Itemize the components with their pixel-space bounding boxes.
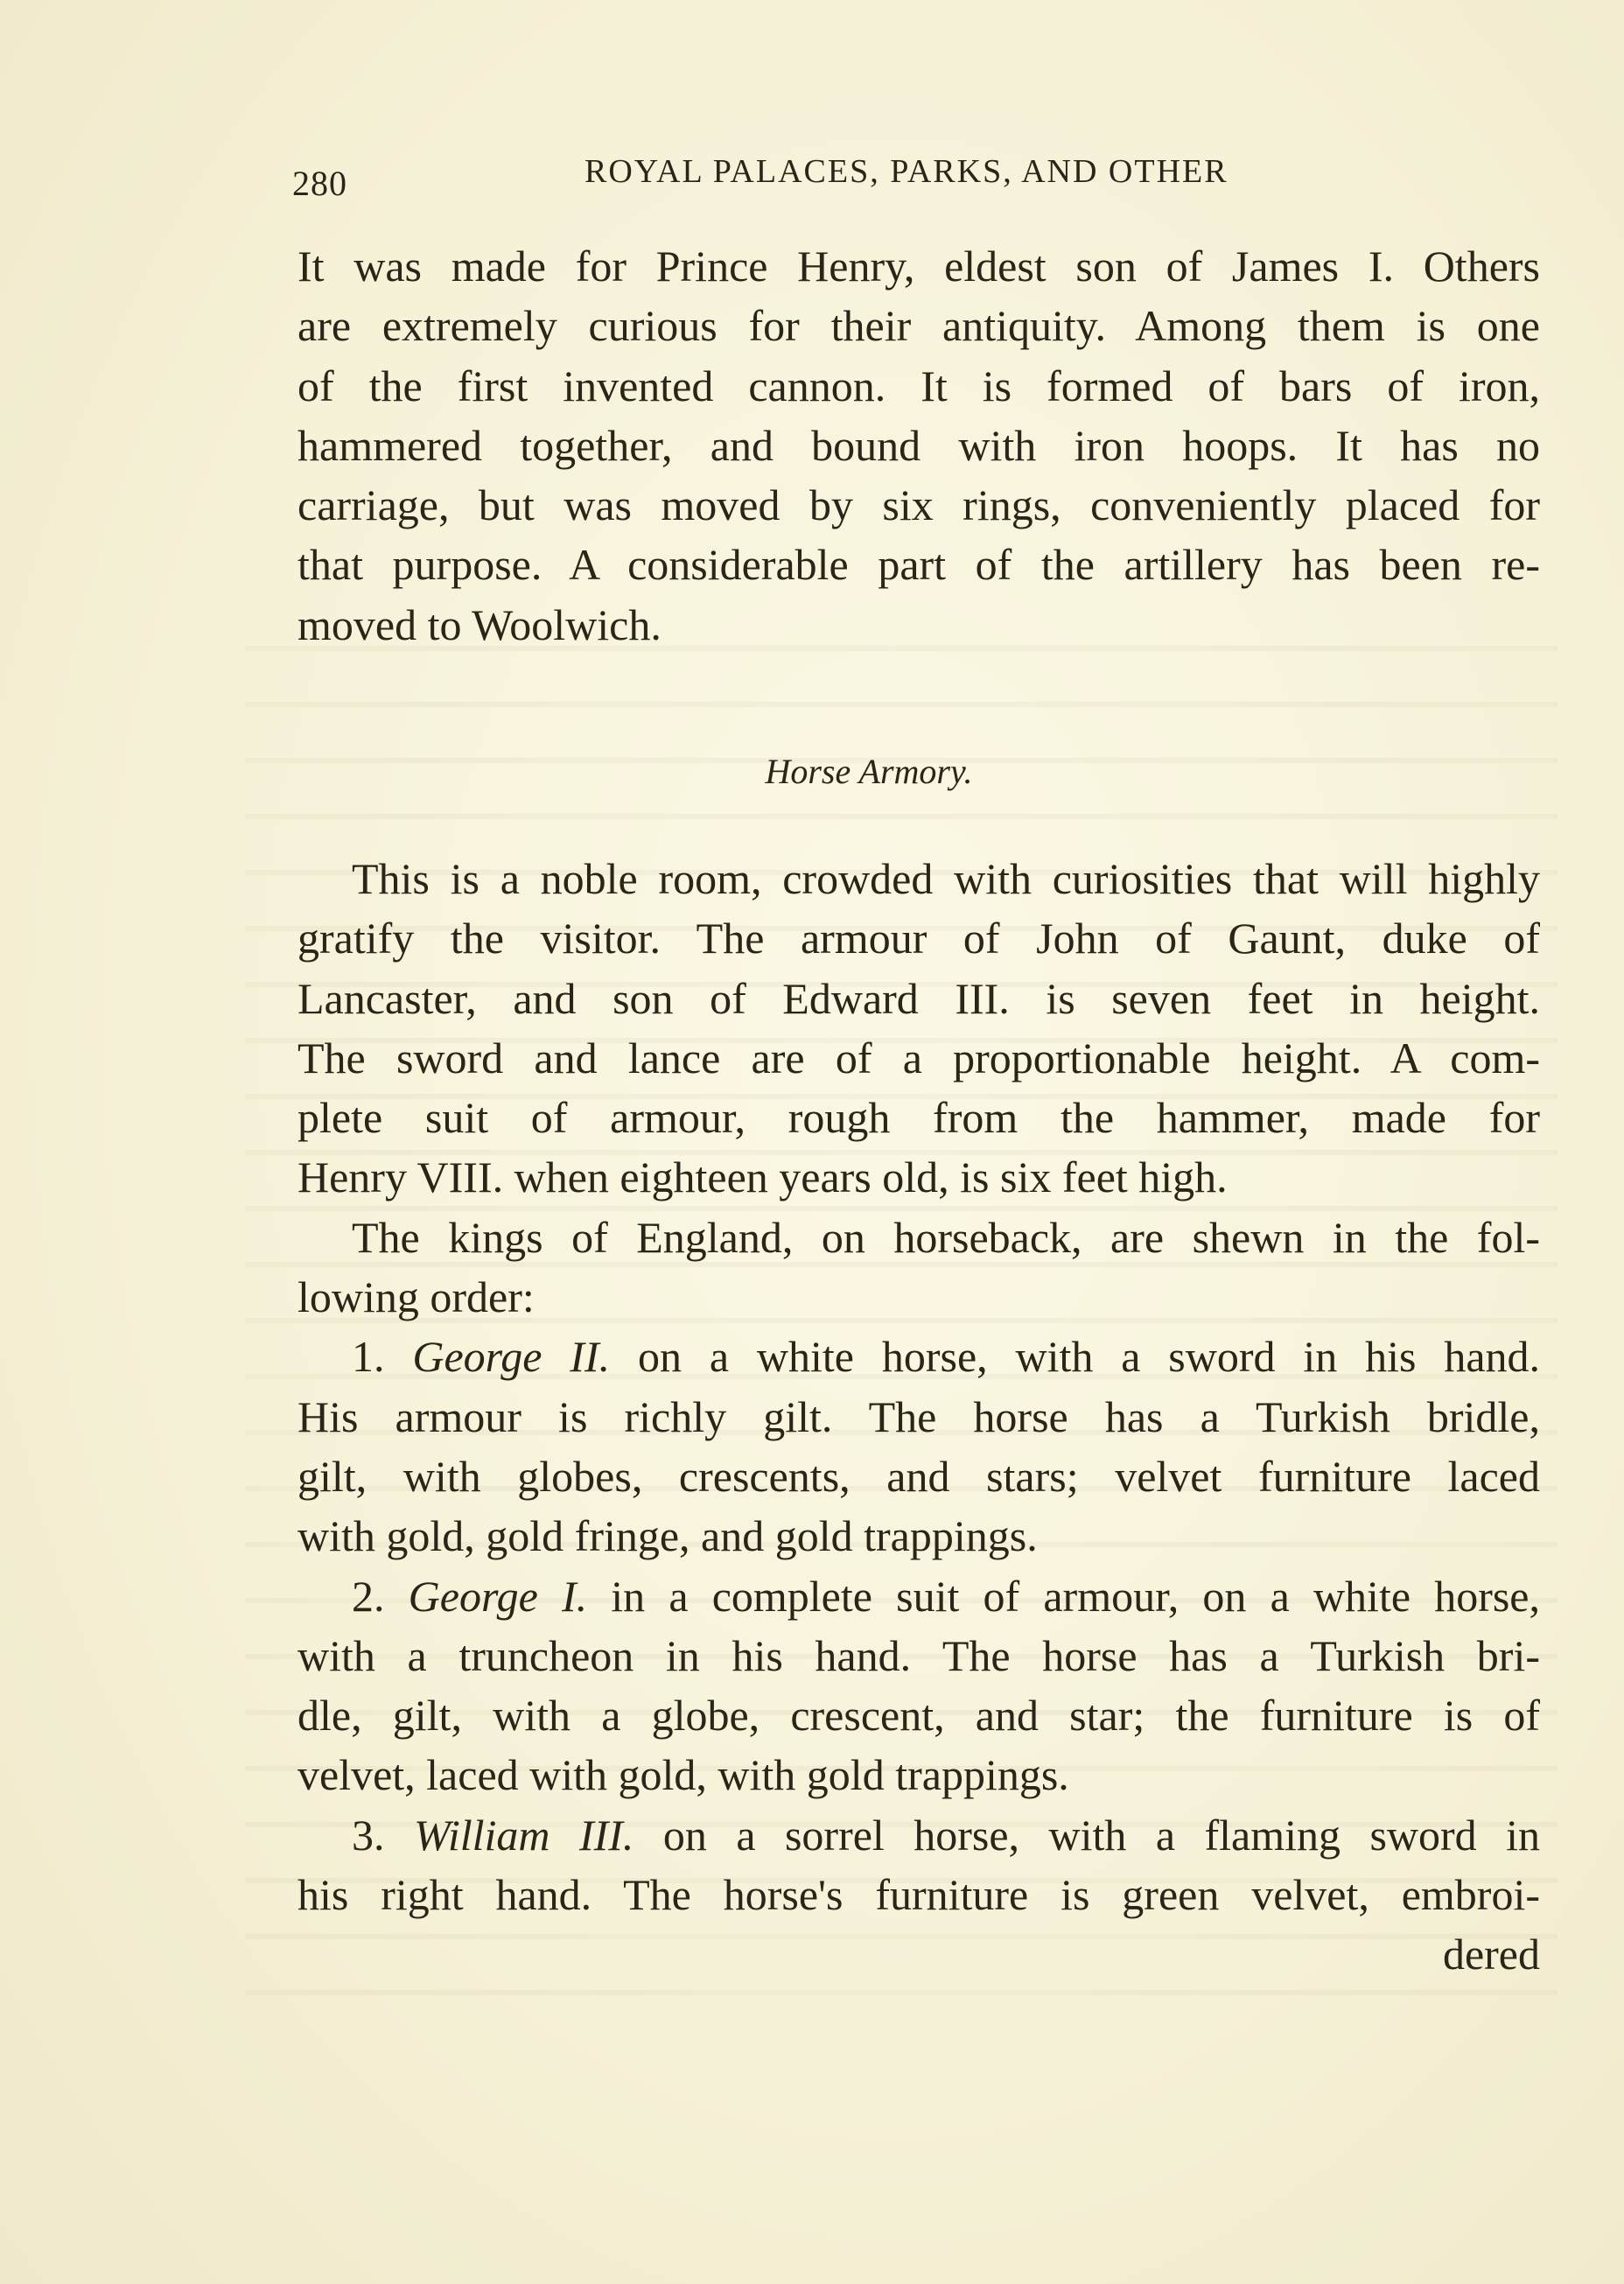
text-line: lowing order: xyxy=(298,1272,535,1322)
text-line: It was made for Prince Henry, eldest son of James I. Others xyxy=(298,242,1540,291)
king-name: William III. xyxy=(413,1810,634,1860)
text-line: his right hand. The horse's furniture is green velvet, embroi- xyxy=(298,1870,1540,1920)
item-text: on a white horse, with a sword in his hand. xyxy=(637,1332,1541,1382)
text-line: with gold, gold fringe, and gold trappings. xyxy=(298,1511,1038,1561)
section-heading: Horse Armory. xyxy=(765,752,973,791)
text-line: of the first invented cannon. It is formed of bars of iron, xyxy=(298,361,1540,410)
text-line: The sword and lance are of a proportionable height. A com- xyxy=(298,1033,1540,1082)
item-text: in a complete suit of armour, on a white horse, xyxy=(611,1571,1540,1621)
text-line: that purpose. A considerable part of the artillery has been re- xyxy=(298,540,1540,590)
text-line: are extremely curious for their antiquity. Among them is one xyxy=(298,301,1540,351)
text-line: This is a noble room, crowded with curiosities that will highly xyxy=(352,854,1540,903)
text-line: carriage, but was moved by six rings, conveniently placed for xyxy=(298,480,1540,530)
text-line: His armour is richly gilt. The horse has a Turkish bridle, xyxy=(298,1391,1540,1441)
text-line: with a truncheon in his hand. The horse has a Turkish bri- xyxy=(298,1630,1540,1680)
item-number: 3. xyxy=(352,1810,385,1860)
text-line: Henry VIII. when eighteen years old, is six feet high. xyxy=(298,1153,1228,1202)
list-item-first-line xyxy=(298,1566,1540,1626)
page-number: 280 xyxy=(292,164,347,203)
text-line: gilt, with globes, crescents, and stars; velvet furniture laced xyxy=(298,1451,1540,1501)
running-head: ROYAL PALACES, PARKS, AND OTHER xyxy=(584,153,1228,190)
catchword: dered xyxy=(1442,1930,1540,1979)
item-text: on a sorrel horse, with a flaming sword in xyxy=(662,1810,1541,1860)
list-item-first-line xyxy=(298,1327,1540,1386)
item-number: 2. xyxy=(352,1571,385,1621)
text-line: gratify the visitor. The armour of John of Gaunt, duke of xyxy=(298,914,1540,963)
text-line: hammered together, and bound with iron hoops. It has no xyxy=(298,420,1540,470)
text-line: Lancaster, and son of Edward III. is seven feet in height. xyxy=(298,973,1540,1023)
page-header xyxy=(289,147,1300,203)
text-line: dle, gilt, with a globe, crescent, and star; the furniture is of xyxy=(298,1691,1540,1741)
list-item-first-line xyxy=(298,1805,1540,1865)
body-text-bottom xyxy=(298,849,1540,1985)
king-name: George I. xyxy=(408,1571,588,1621)
text-line: The kings of England, on horseback, are shewn in the fol- xyxy=(352,1212,1540,1262)
text-line: plete suit of armour, rough from the hammer, made for xyxy=(298,1093,1540,1143)
body-text-top xyxy=(298,236,1540,655)
text-line: moved to Woolwich. xyxy=(298,599,662,649)
text-line: velvet, laced with gold, with gold trappings. xyxy=(298,1750,1069,1800)
item-number: 1. xyxy=(352,1332,385,1382)
king-name: George II. xyxy=(412,1332,611,1382)
